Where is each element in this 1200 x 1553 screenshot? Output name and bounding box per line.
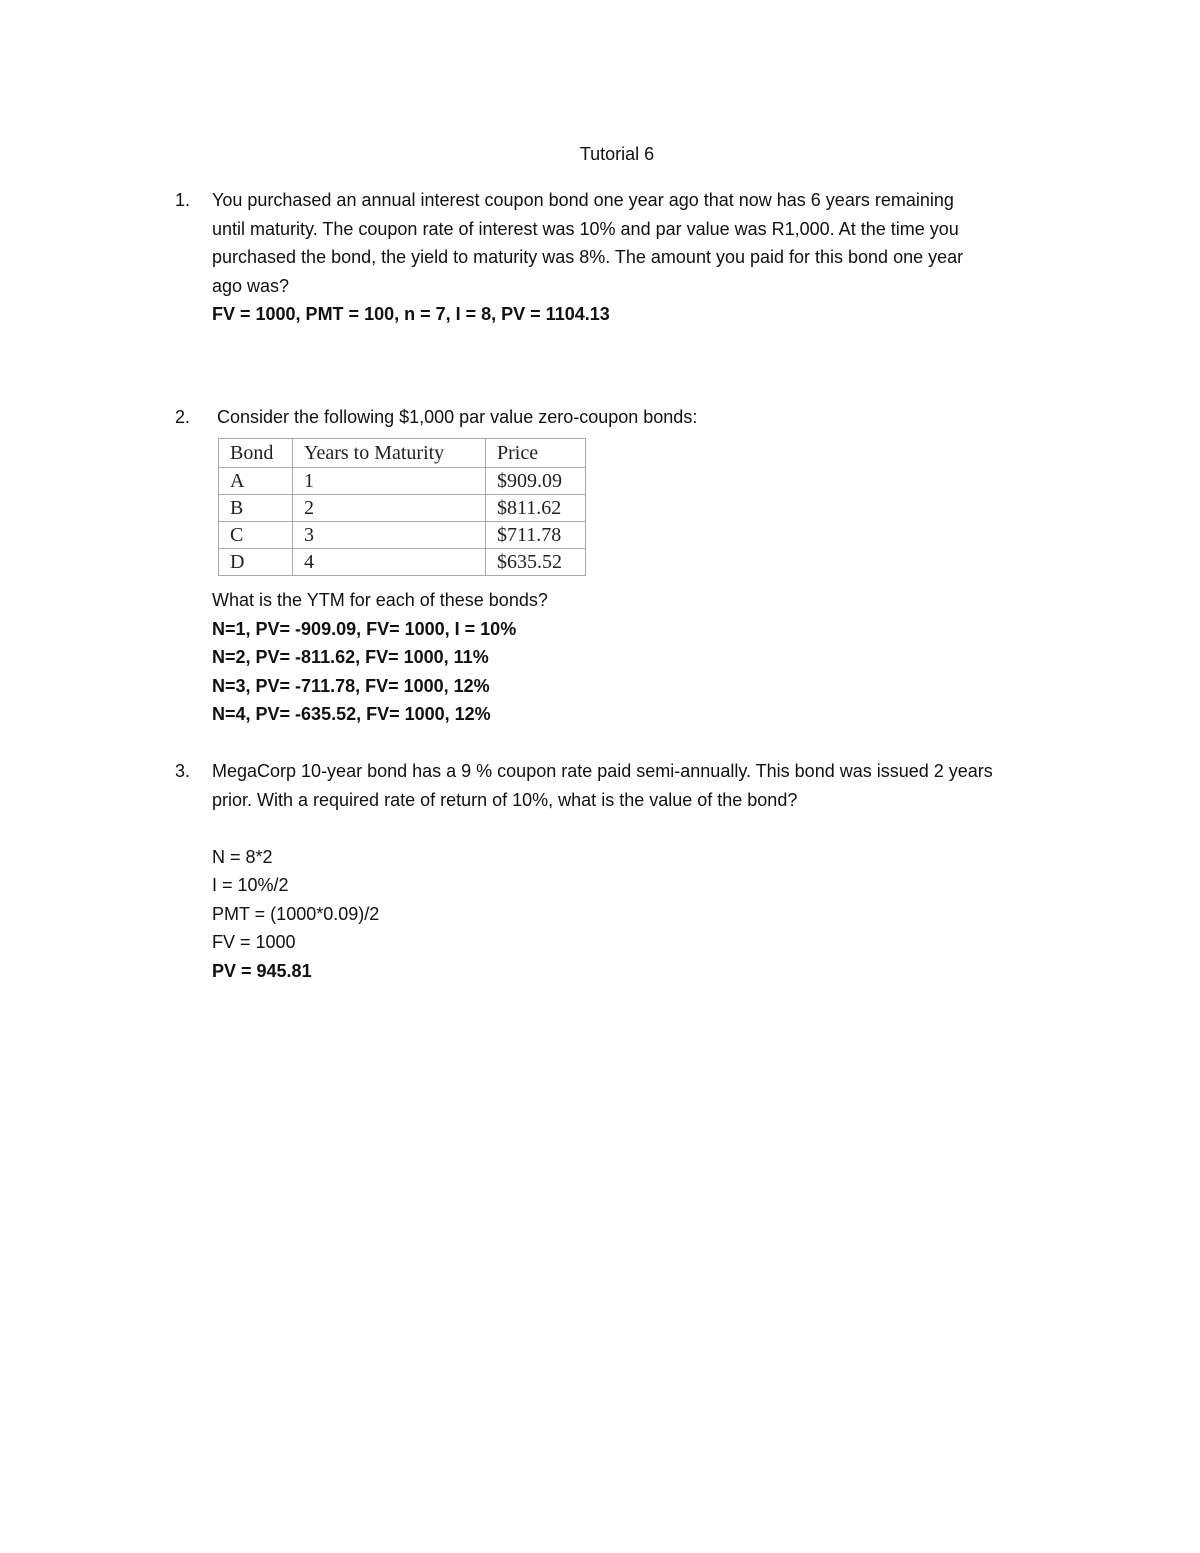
page-title: Tutorial 6: [579, 144, 655, 164]
answer-line: N=3, PV= -711.78, FV= 1000, 12%: [212, 675, 490, 696]
table-row: [219, 522, 586, 549]
table-header-row: [219, 439, 586, 468]
question-body: [212, 757, 1062, 985]
years-cell: 2: [293, 495, 486, 522]
price-cell: $711.78: [486, 522, 586, 549]
question-text-line: What is the YTM for each of these bonds?: [212, 590, 548, 610]
question-number: 1.: [175, 190, 191, 210]
table-row: [219, 495, 586, 522]
column-header-price: Price: [486, 439, 586, 468]
answer-line: FV = 1000, PMT = 100, n = 7, I = 8, PV = 1104.13: [212, 304, 610, 324]
answer-line: N=4, PV= -635.52, FV= 1000, 12%: [212, 704, 491, 724]
price-cell: $811.62: [486, 495, 586, 522]
column-header-bond: Bond: [219, 439, 293, 468]
question-body: [212, 186, 1062, 329]
table-row: [219, 468, 586, 495]
work-line: N = 8*2: [212, 846, 273, 867]
question-body: [212, 586, 1062, 729]
price-cell: $635.52: [486, 549, 586, 576]
question-number: 2.: [175, 407, 191, 427]
question-text-line: ago was?: [212, 275, 290, 296]
bond-cell: C: [219, 522, 293, 549]
answer-line: N=1, PV= -909.09, FV= 1000, I = 10%: [212, 618, 517, 639]
bond-table: [218, 438, 586, 576]
question-text-line: MegaCorp 10-year bond has a 9 % coupon rate paid semi-annually. This bond was issued 2 years: [212, 761, 993, 781]
answer-line: PV = 945.81: [212, 960, 312, 981]
bond-cell: B: [219, 495, 293, 522]
years-cell: 4: [293, 549, 486, 576]
column-header-years: Years to Maturity: [293, 439, 486, 468]
work-line: PMT = (1000*0.09)/2: [212, 903, 380, 924]
question-text-line: You purchased an annual interest coupon bond one year ago that now has 6 years remaining: [212, 190, 954, 210]
answer-line: N=2, PV= -811.62, FV= 1000, 11%: [212, 647, 489, 667]
years-cell: 3: [293, 522, 486, 549]
price-cell: $909.09: [486, 468, 586, 495]
table-row: [219, 549, 586, 576]
work-line: FV = 1000: [212, 932, 296, 952]
question-intro: Consider the following $1,000 par value zero-coupon bonds:: [212, 407, 698, 427]
question-number: 3.: [175, 761, 191, 781]
years-cell: 1: [293, 468, 486, 495]
blank-line: [212, 814, 1062, 843]
work-line: I = 10%/2: [212, 875, 289, 895]
question-text-line: prior. With a required rate of return of 10%, what is the value of the bond?: [212, 789, 798, 810]
bond-cell: D: [219, 549, 293, 576]
question-body: [212, 403, 1062, 432]
bond-cell: A: [219, 468, 293, 495]
question-text-line: purchased the bond, the yield to maturity was 8%. The amount you paid for this bond one year: [212, 247, 964, 267]
question-text-line: until maturity. The coupon rate of interest was 10% and par value was R1,000. At the time you: [212, 218, 959, 239]
